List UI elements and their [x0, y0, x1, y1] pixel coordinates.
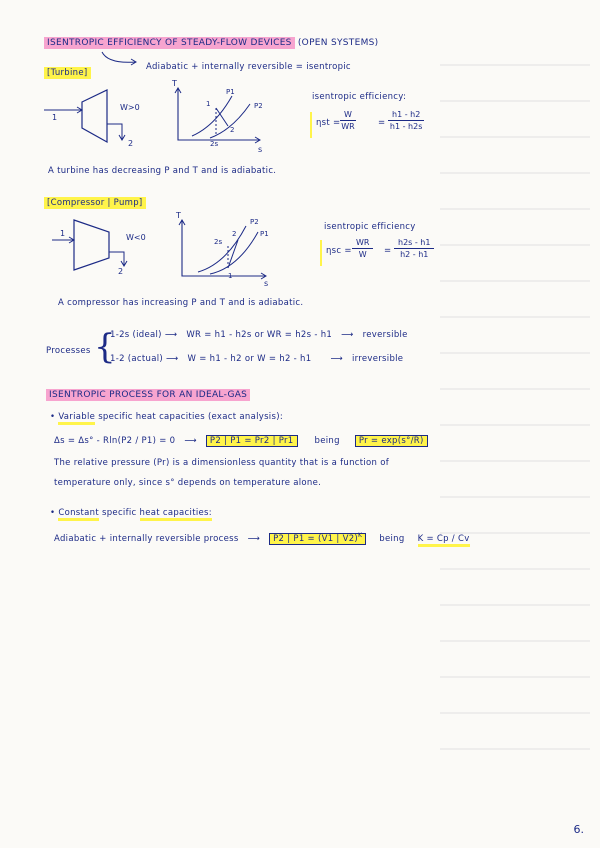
- compressor-eff-title: isentropic efficiency: [324, 222, 416, 232]
- compressor-ts-T: T: [176, 211, 181, 220]
- turbine-out-label: 2: [128, 139, 134, 148]
- process-line-actual: 1-2 (actual) ⟶ W = h1 - h2 or W = h2 - h1 ⟶ irreversible: [110, 354, 404, 364]
- eq1-box: P2 | P1 = Pr2 | Pr1: [206, 435, 298, 447]
- eq2-line: Adiabatic + internally reversible process ⟶ P2 | P1 = (V1 | V2)$^K$ being K = Cp / Cv: [54, 532, 470, 544]
- turbine-ts-p2: P2: [254, 102, 263, 110]
- para1-line1: The relative pressure (Pr) is a dimensionless quantity that is a function of: [54, 458, 389, 468]
- eq1-line: Δs = Δs° - Rln(P2 / P1) = 0 ⟶ P2 | P1 = Pr2 | Pr1 being Pr = exp(s°/R): [54, 436, 428, 446]
- title-main: ISENTROPIC EFFICIENCY OF STEADY-FLOW DEVICES: [44, 37, 295, 49]
- variable-line: • Variable specific heat capacities (exact analysis):: [50, 412, 283, 422]
- compressor-ts-p1: P1: [260, 230, 269, 238]
- turbine-eta: ηst =: [316, 118, 341, 128]
- eq2-box: P2 | P1 = (V1 | V2)$^K$: [269, 533, 366, 545]
- turbine-ts-p1: P1: [226, 88, 235, 96]
- variable-word: Variable: [58, 412, 95, 425]
- turbine-frac2: $\frac{h1 - h2}{h1 - h2s}$: [389, 110, 423, 131]
- constant-rest: heat capacities:: [140, 508, 212, 521]
- turbine-eff-equation: [308, 108, 448, 142]
- turbine-ts-s: s: [258, 145, 263, 154]
- processes-brace: {: [94, 327, 116, 367]
- intro-note: Adiabatic + internally reversible = isentropic: [146, 62, 351, 72]
- turbine-note: A turbine has decreasing P and T and is adiabatic.: [48, 166, 277, 176]
- compressor-eff-equation: [318, 236, 458, 270]
- constant-line: • Constant specific heat capacities:: [50, 508, 212, 518]
- title-arrow: [100, 50, 140, 70]
- compressor-ts-p2: P2: [250, 218, 259, 226]
- turbine-ts-pt1: 1: [206, 100, 211, 108]
- turbine-ts-pt2s: 2s: [210, 140, 219, 148]
- turbine-ts-diagram: [170, 79, 270, 154]
- compressor-eq-sign: =: [384, 246, 392, 256]
- turbine-ts-T: T: [172, 79, 177, 88]
- compressor-ts-pt2: 2: [232, 230, 237, 238]
- para1-line2: temperature only, since s° depends on temperature alone.: [54, 478, 322, 488]
- process-line-ideal: 1-2s (ideal) ⟶ WR = h1 - h2s or WR = h2s - h1 ⟶ reversible: [110, 330, 408, 340]
- eq1-left: Δs = Δs° - Rln(P2 / P1) = 0: [54, 436, 176, 446]
- compressor-ts-s: s: [264, 279, 269, 288]
- compressor-work-label: W<0: [126, 233, 146, 242]
- turbine-diagram: [42, 88, 162, 148]
- compressor-frac1: $\frac{WR}{W}$: [352, 238, 373, 259]
- eq2-k: K = Cp / Cv: [418, 534, 470, 547]
- constant-word: Constant: [58, 508, 99, 521]
- turbine-eff-title: isentropic efficiency:: [312, 92, 407, 102]
- compressor-ts-pt1: 1: [228, 272, 233, 280]
- compressor-ts-pt2s: 2s: [214, 238, 223, 246]
- title-sub: (OPEN SYSTEMS): [297, 38, 379, 48]
- eq2-left: Adiabatic + internally reversible process: [54, 533, 239, 544]
- bleed-through: [440, 30, 590, 790]
- compressor-ts-diagram: [176, 211, 276, 288]
- compressor-out-label: 2: [118, 267, 124, 276]
- turbine-ts-pt2: 2: [230, 126, 235, 134]
- eq1-pr: Pr = exp(s°/R): [355, 435, 428, 447]
- page-number: 6.: [573, 823, 584, 836]
- compressor-note: A compressor has increasing P and T and is adiabatic.: [58, 298, 304, 308]
- page-title: [44, 38, 378, 48]
- processes-label: Processes: [46, 346, 91, 356]
- turbine-frac1: $\frac{W}{WR}$: [341, 110, 355, 131]
- compressor-diagram: [44, 218, 164, 278]
- turbine-eq-sign: =: [378, 118, 386, 128]
- compressor-in-label: 1: [60, 229, 66, 238]
- turbine-label: [Turbine]: [44, 68, 91, 78]
- turbine-in-label: 1: [52, 113, 58, 122]
- ideal-gas-heading: ISENTROPIC PROCESS FOR AN IDEAL-GAS: [46, 390, 250, 400]
- compressor-label: [Compressor | Pump]: [44, 198, 146, 208]
- compressor-eta: ηsc =: [326, 246, 352, 256]
- turbine-work-label: W>0: [120, 103, 140, 112]
- compressor-frac2: $\frac{h2s - h1}{h2 - h1}$: [394, 238, 434, 259]
